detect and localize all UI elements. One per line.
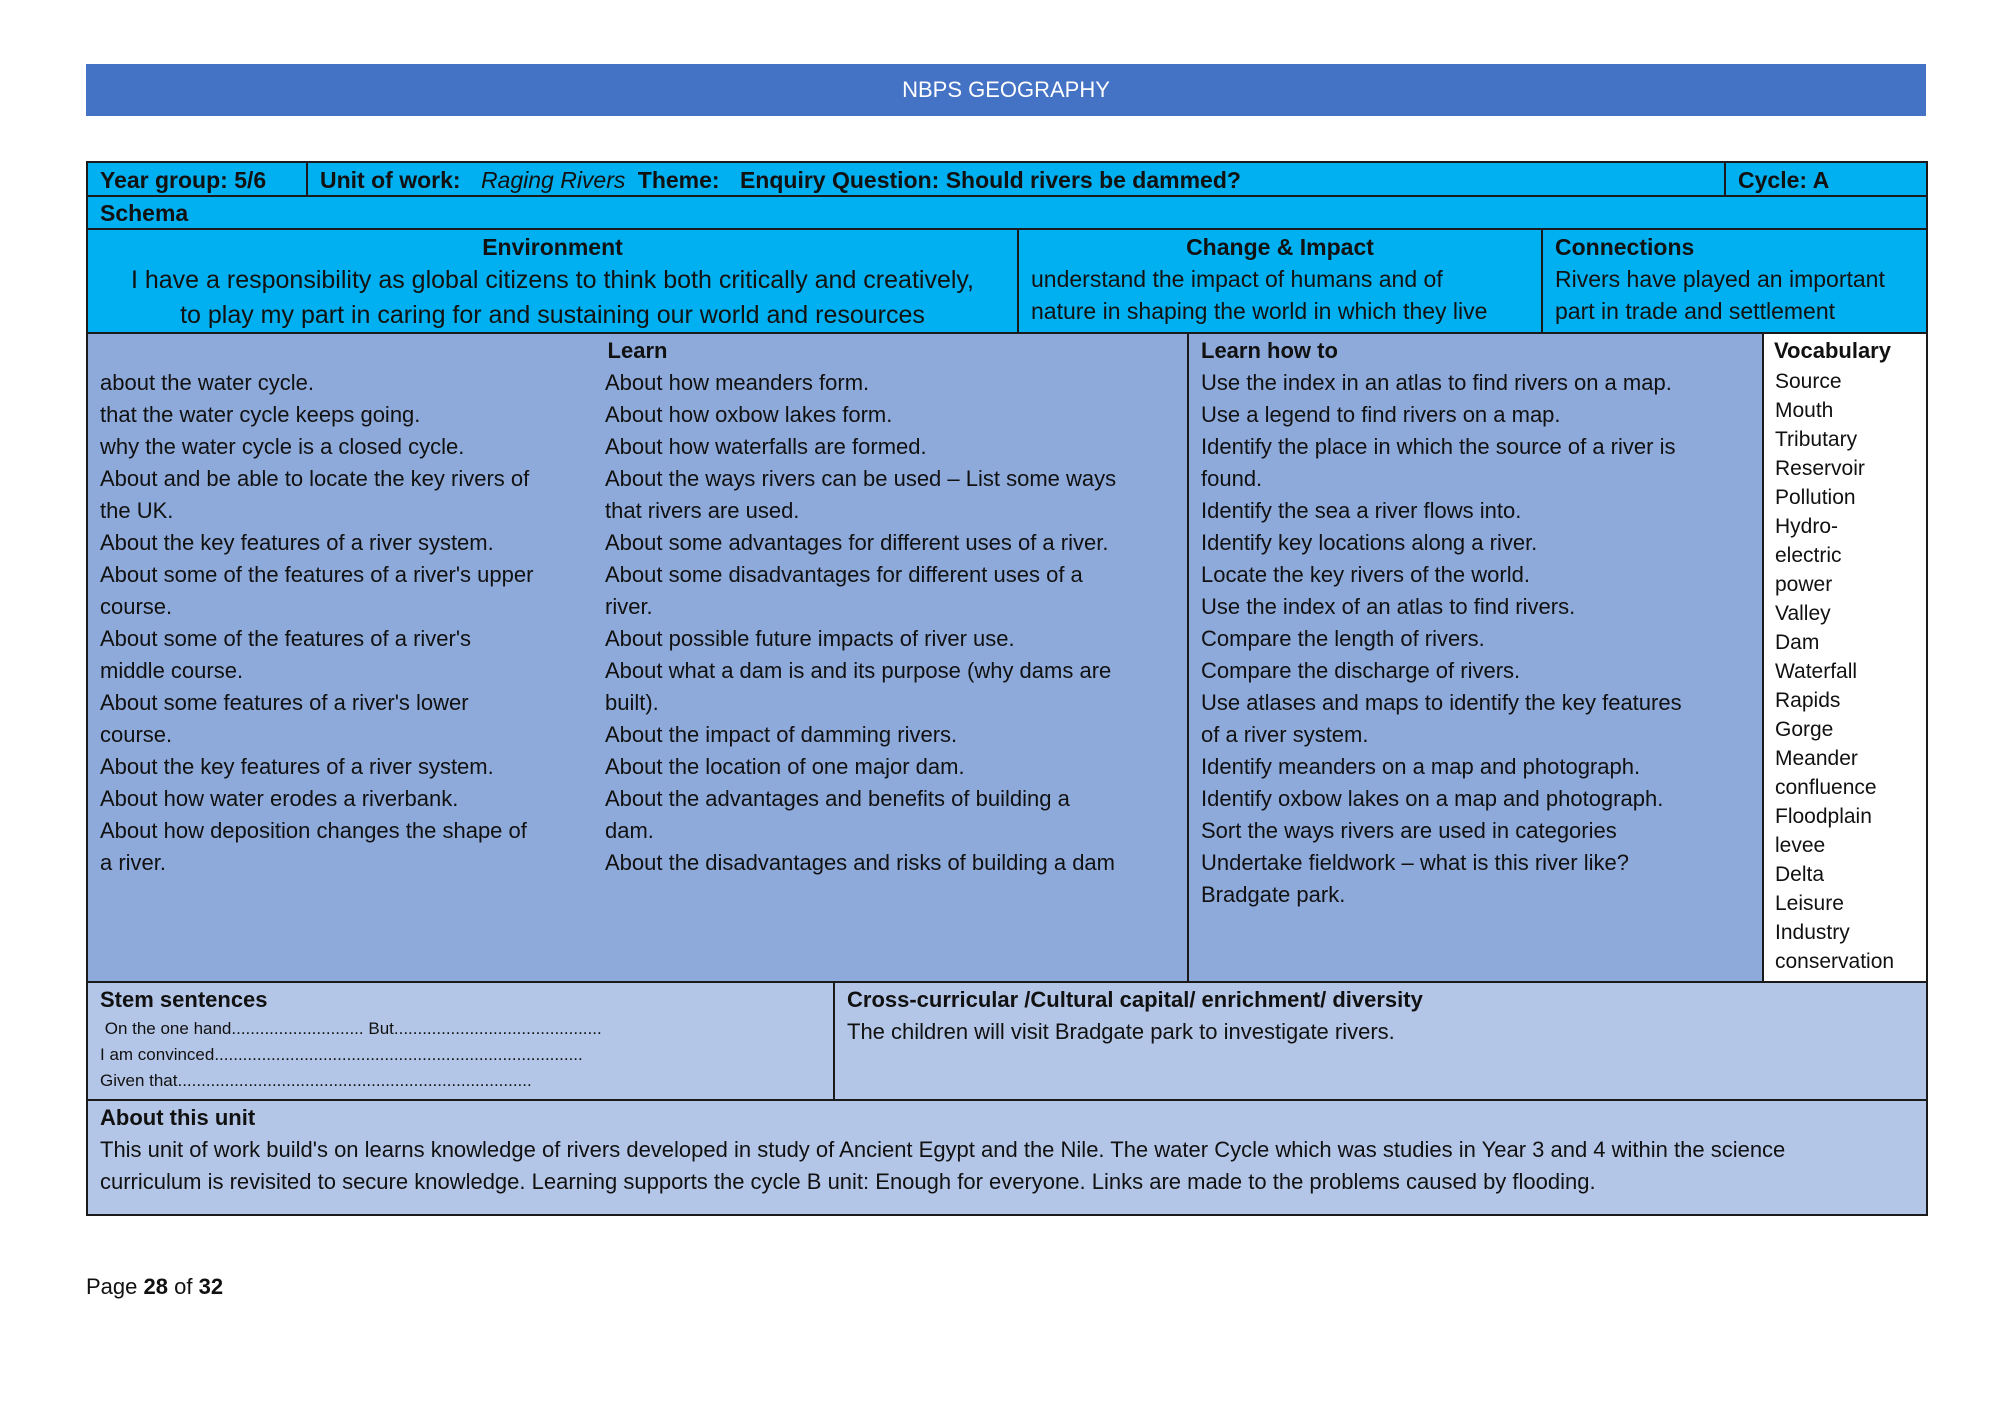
vocabulary-heading: Vocabulary (1774, 338, 1891, 363)
learn-how-item: Use a legend to find rivers on a map. (1201, 402, 1561, 427)
learn-item: About how waterfalls are formed. (605, 434, 927, 459)
learn-item: About how deposition changes the shape of (100, 818, 527, 843)
vocabulary-word: Leisure (1775, 892, 1844, 915)
learn-item: About what a dam is and its purpose (why dams are (605, 658, 1112, 683)
learn-how-item: found. (1201, 466, 1263, 491)
learn-cell (88, 334, 1187, 981)
learn-item: middle course. (100, 658, 244, 683)
learn-how-item: Identify the sea a river flows into. (1201, 498, 1522, 523)
learn-item: About some advantages for different uses of a river. (605, 530, 1109, 555)
learn-item: About some features of a river's lower (100, 690, 469, 715)
page-number: Page 28 of 32 (86, 1274, 224, 1299)
cycle: Cycle: A (1724, 163, 1926, 195)
change-impact-heading: Change & Impact (1186, 234, 1374, 260)
stem-cell (88, 983, 833, 1099)
learn-item: why the water cycle is a closed cycle. (100, 434, 465, 459)
learn-item: course. (100, 594, 173, 619)
unit-name: Raging Rivers (480, 167, 626, 193)
learn-item: About and be able to locate the key rivers of (100, 466, 530, 491)
learn-item: About possible future impacts of river use. (605, 626, 1015, 651)
learn-item: About the disadvantages and risks of building a dam (605, 850, 1115, 875)
vocabulary-word: Pollution (1775, 486, 1856, 509)
vocabulary-word: Valley (1775, 602, 1831, 625)
vocabulary-word: Waterfall (1775, 660, 1858, 683)
environment-text: I have a responsibility as global citizens to think both critically and creatively, to play my part in caring for and sustaining our world and resources (130, 266, 974, 329)
learn-how-item: Identify oxbow lakes on a map and photograph. (1201, 786, 1664, 811)
learn-item: course. (100, 722, 173, 747)
learn-how-item: of a river system. (1201, 722, 1369, 747)
learn-item: About how water erodes a riverbank. (100, 786, 459, 811)
learn-item: the UK. (100, 498, 174, 523)
learn-how-item: Locate the key rivers of the world. (1201, 562, 1530, 587)
vocabulary-word: Industry (1775, 921, 1850, 944)
learn-item: About how meanders form. (605, 370, 870, 395)
stem-heading: Stem sentences (100, 987, 268, 1012)
concepts-row (88, 230, 1926, 334)
environment-cell (88, 230, 1017, 332)
learn-item: About the location of one major dam. (605, 754, 965, 779)
learn-how-item: Compare the length of rivers. (1201, 626, 1485, 651)
learn-item: About how oxbow lakes form. (605, 402, 893, 427)
vocabulary-word: Hydro- (1775, 515, 1839, 538)
learn-list-1 (100, 367, 590, 879)
vocabulary-word: Rapids (1775, 689, 1841, 712)
stem-sentence: Given that........................................................................... (100, 1071, 532, 1090)
cross-curricular-heading: Cross-curricular /Cultural capital/ enrichment/ diversity (847, 987, 1423, 1012)
learn-item: dam. (605, 818, 654, 843)
learn-how-item: Sort the ways rivers are used in categories (1201, 818, 1617, 843)
learn-how-item: Use the index of an atlas to find rivers. (1201, 594, 1576, 619)
vocabulary-word: Gorge (1775, 718, 1834, 741)
learn-list-2 (605, 367, 1185, 879)
vocabulary-cell (1762, 334, 1926, 981)
learn-how-item: Undertake fieldwork – what is this river like? (1201, 850, 1629, 875)
environment-heading: Environment (482, 234, 623, 260)
learn-item: About some disadvantages for different uses of a (605, 562, 1083, 587)
connections-cell (1541, 230, 1926, 332)
learn-heading: Learn (607, 338, 668, 363)
learn-how-item: Identify key locations along a river. (1201, 530, 1538, 555)
vocabulary-word: Reservoir (1775, 457, 1865, 480)
learn-how-list (1189, 367, 1762, 911)
about-row (88, 1101, 1926, 1214)
learn-how-heading: Learn how to (1201, 338, 1338, 363)
vocabulary-word: levee (1775, 834, 1826, 857)
learn-item: river. (605, 594, 653, 619)
page-header-title: NBPS GEOGRAPHY (86, 64, 1926, 116)
learn-item: built). (605, 690, 659, 715)
learn-item: that the water cycle keeps going. (100, 402, 421, 427)
vocabulary-word: Mouth (1775, 399, 1834, 422)
cross-curricular-text: The children will visit Bradgate park to investigate rivers. (847, 1019, 1395, 1044)
learn-item: About the ways rivers can be used – List some ways (605, 466, 1117, 491)
learn-item: a river. (100, 850, 167, 875)
info-row (88, 163, 1926, 197)
enquiry-question: Enquiry Question: Should rivers be dammed? (739, 167, 1241, 193)
learn-how-item: Use the index in an atlas to find rivers on a map. (1201, 370, 1672, 395)
learn-item: that rivers are used. (605, 498, 800, 523)
vocabulary-word: Source (1775, 370, 1842, 393)
vocabulary-list (1764, 367, 1926, 976)
learn-how-item: Identify meanders on a map and photograph. (1201, 754, 1641, 779)
unit-label: Unit of work: (320, 167, 461, 193)
unit-of-work (306, 163, 1724, 195)
stem-sentence: I am convinced.............................................................................. (100, 1045, 583, 1064)
vocabulary-word: conservation (1775, 950, 1895, 973)
unit-overview-table (86, 161, 1928, 1216)
learn-item: About the advantages and benefits of building a (605, 786, 1070, 811)
vocabulary-word: Floodplain (1775, 805, 1872, 828)
vocabulary-word: power (1775, 573, 1833, 596)
stem-row (88, 983, 1926, 1101)
theme-label: Theme: (637, 167, 720, 193)
learn-item: About the key features of a river system. (100, 530, 494, 555)
learn-how-item: Use atlases and maps to identify the key features (1201, 690, 1682, 715)
learn-item: about the water cycle. (100, 370, 315, 395)
learn-how-item: Identify the place in which the source of a river is (1201, 434, 1676, 459)
about-text: This unit of work build's on learns knowledge of rivers developed in study of Ancient Egypt and the Nile. The water Cycle which was studies in Year 3 and 4 within the science curriculum is revisited to secure knowledge. Learning supports the cycle B unit: Enough for everyone. Links are made to the problems caused by flooding. (100, 1137, 1786, 1194)
learn-item: About the impact of damming rivers. (605, 722, 958, 747)
schema-label: Schema (88, 197, 1926, 230)
learn-how-item: Bradgate park. (1201, 882, 1346, 907)
stem-sentence: On the one hand............................ But............................................ (100, 1019, 602, 1038)
vocabulary-word: Dam (1775, 631, 1820, 654)
change-impact-text: understand the impact of humans and of nature in shaping the world in which they live (1031, 266, 1488, 324)
stem-sentences (88, 1016, 833, 1094)
connections-heading: Connections (1555, 234, 1695, 260)
vocabulary-word: Meander (1775, 747, 1858, 770)
learn-item: About the key features of a river system. (100, 754, 494, 779)
learning-row (88, 334, 1926, 983)
learn-item: About some of the features of a river's upper (100, 562, 534, 587)
vocabulary-word: Tributary (1775, 428, 1858, 451)
vocabulary-word: confluence (1775, 776, 1877, 799)
cross-curricular-cell (833, 983, 1926, 1099)
connections-text: Rivers have played an important part in trade and settlement (1555, 266, 1885, 324)
about-heading: About this unit (100, 1105, 256, 1130)
learn-how-cell (1187, 334, 1762, 981)
year-group: Year group: 5/6 (100, 167, 267, 193)
vocabulary-word: electric (1775, 544, 1842, 567)
learn-how-item: Compare the discharge of rivers. (1201, 658, 1521, 683)
vocabulary-word: Delta (1775, 863, 1825, 886)
learn-item: About some of the features of a river's (100, 626, 472, 651)
change-impact-cell (1017, 230, 1541, 332)
